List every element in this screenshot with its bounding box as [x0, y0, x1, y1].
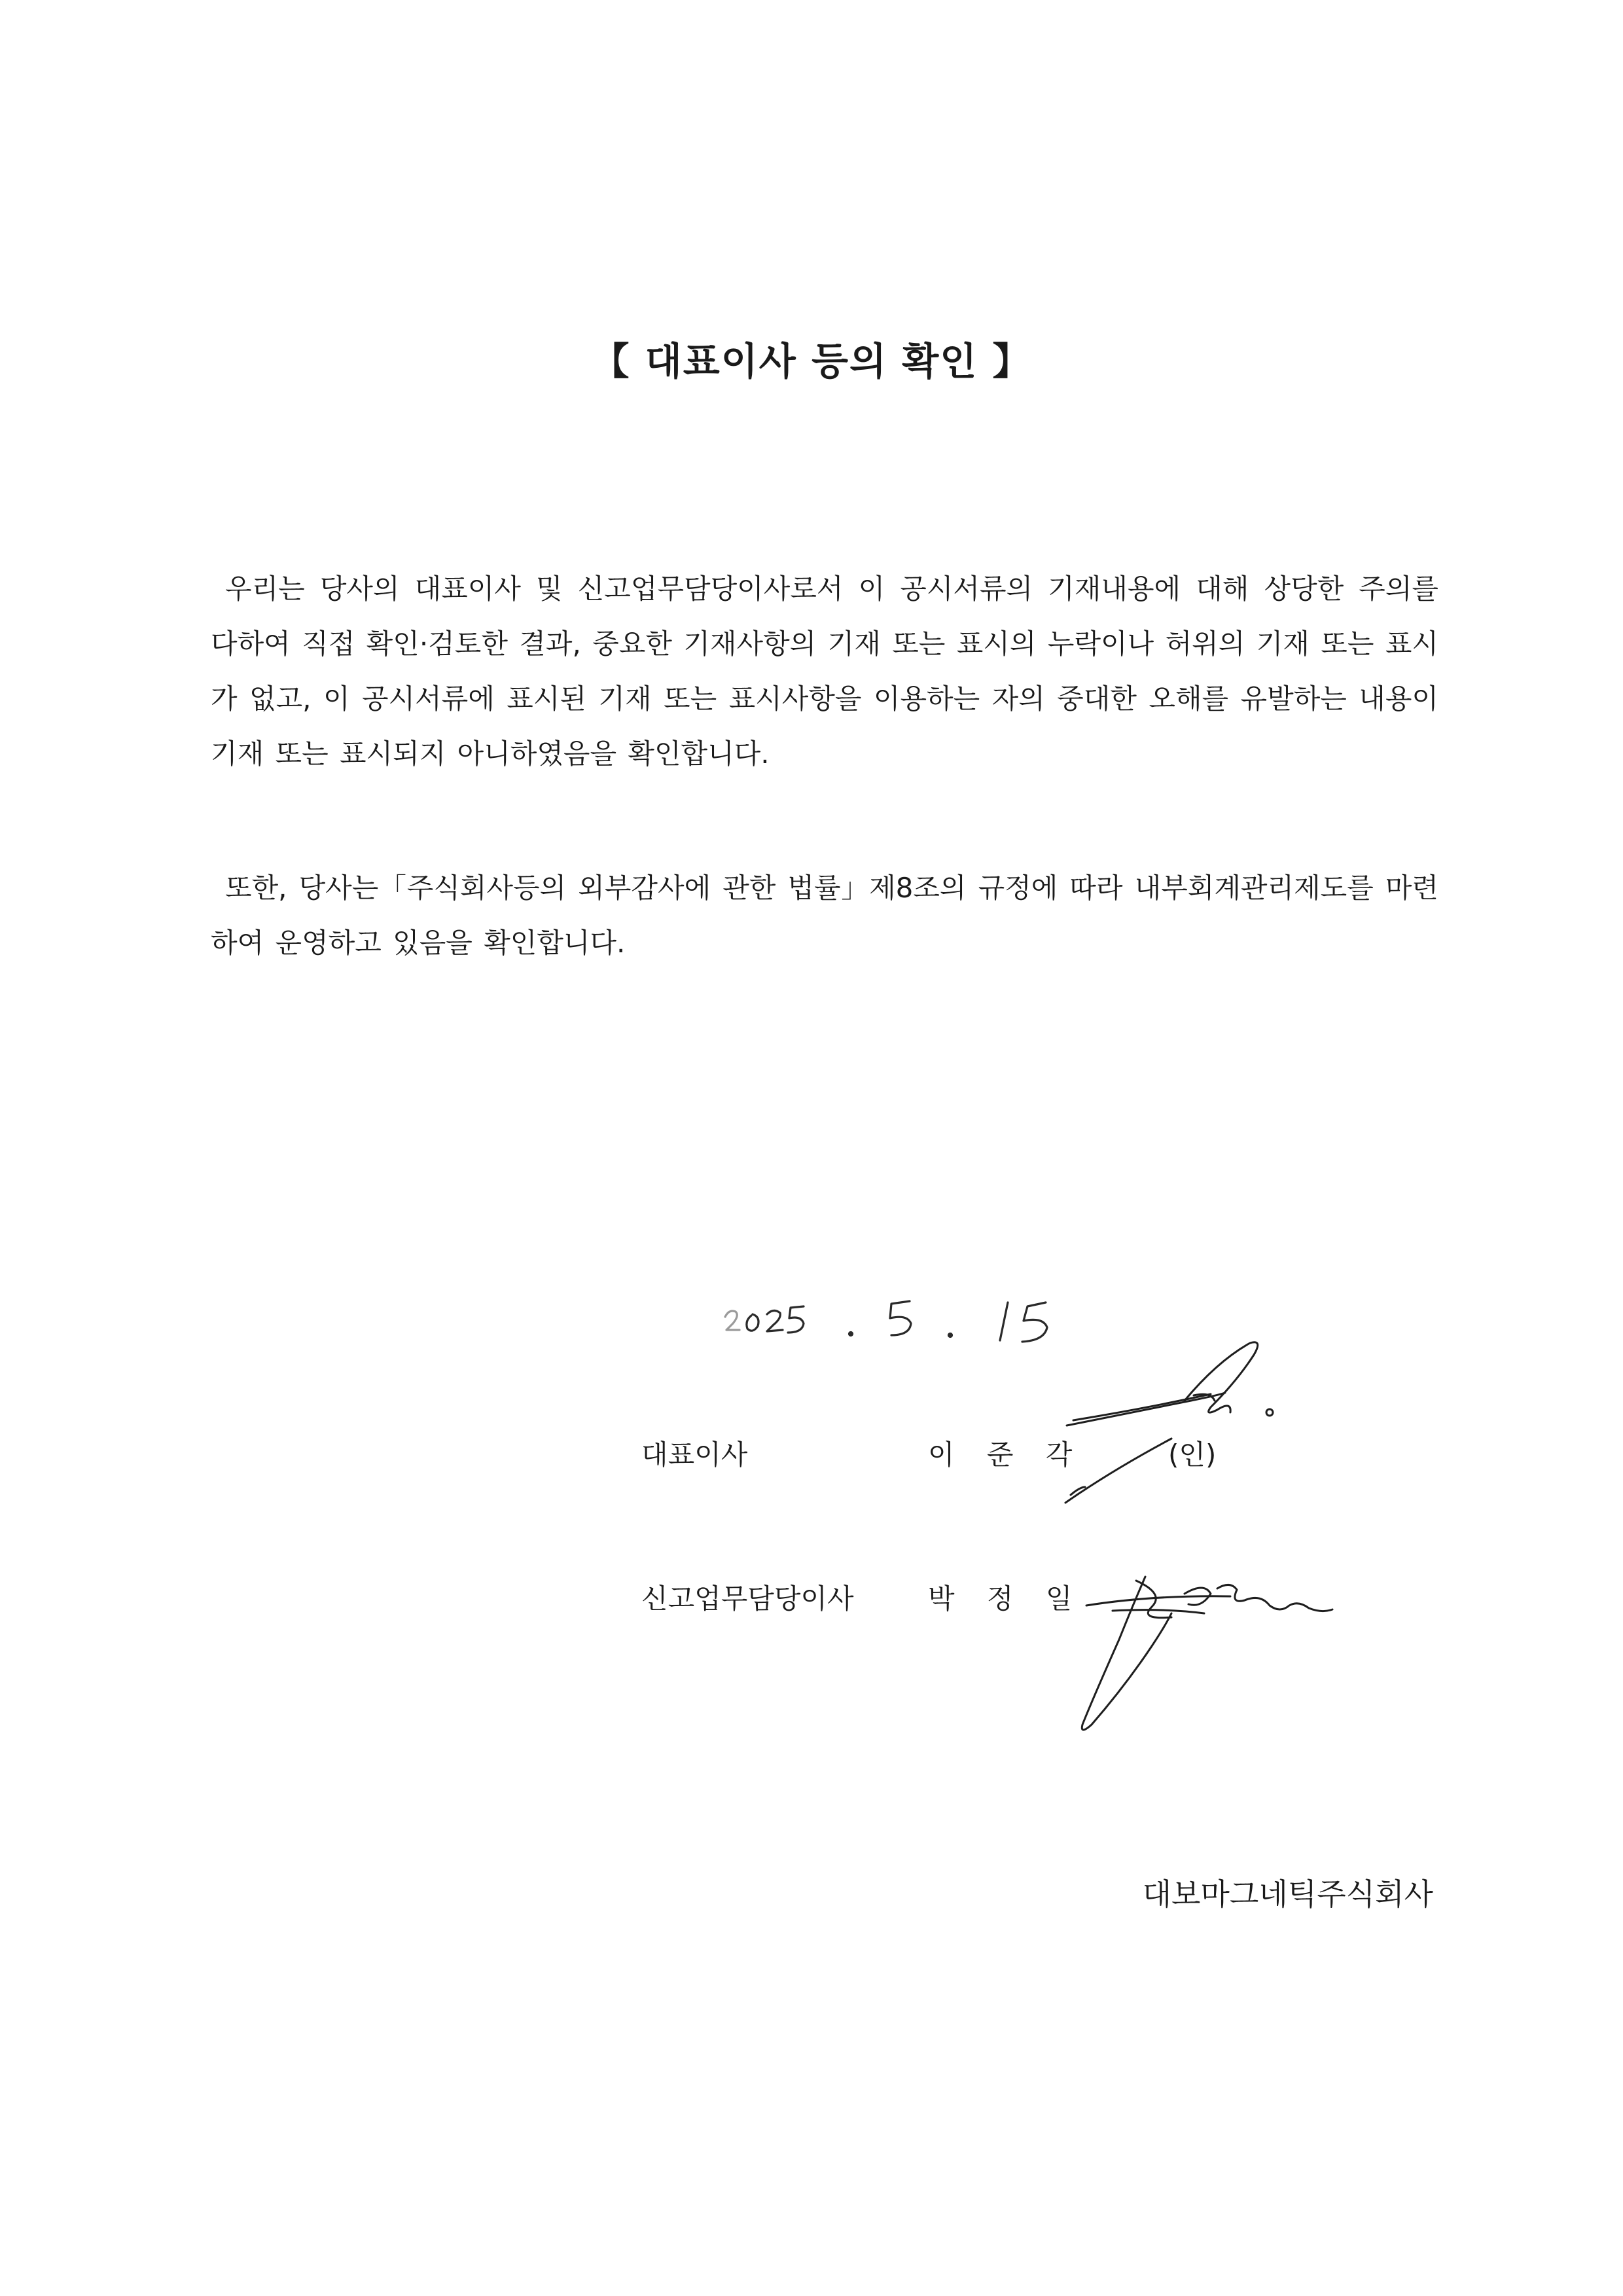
- document-title: 【 대표이사 등의 확인 】: [591, 339, 1032, 384]
- ceo-signature: [1054, 1335, 1329, 1512]
- confirmation-paragraph-text: 우리는 당사의 대표이사 및 신고업무담당이사로서 이 공시서류의 기재내용에 대해 상당한 주의를 다하여 직접 확인·검토한 결과, 중요한 기재사항의 기재 또는 표시의 누락이나 허위의 기재 또는 표시가 없고, 이 공시서류에 표시된 기재 또는 표시사항을 이용하는 자의 중대한 오해를 유발하는 내용이 기재 또는 표시되지 아니하였음을 확인합니다.: [211, 573, 1438, 770]
- seal-mark: (인): [1168, 1439, 1217, 1471]
- internal-control-paragraph: [211, 861, 1438, 971]
- ceo-role: 대표이사: [641, 1439, 748, 1471]
- disclosure-officer-signature: [1073, 1568, 1335, 1738]
- handwritten-date: [720, 1283, 1086, 1355]
- disclosure-officer-name: 박 정 일: [928, 1583, 1084, 1615]
- company-name: 대보마그네틱주식회사: [1142, 1876, 1433, 1912]
- internal-control-paragraph-text: 또한, 당사는「주식회사등의 외부감사에 관한 법률」제8조의 규정에 따라 내부회계관리제도를 마련하여 운영하고 있음을 확인합니다.: [211, 872, 1438, 959]
- ceo-name: 이 준 각: [928, 1439, 1084, 1471]
- confirmation-paragraph: [211, 562, 1438, 781]
- disclosure-officer-role: 신고업무담당이사: [641, 1583, 854, 1615]
